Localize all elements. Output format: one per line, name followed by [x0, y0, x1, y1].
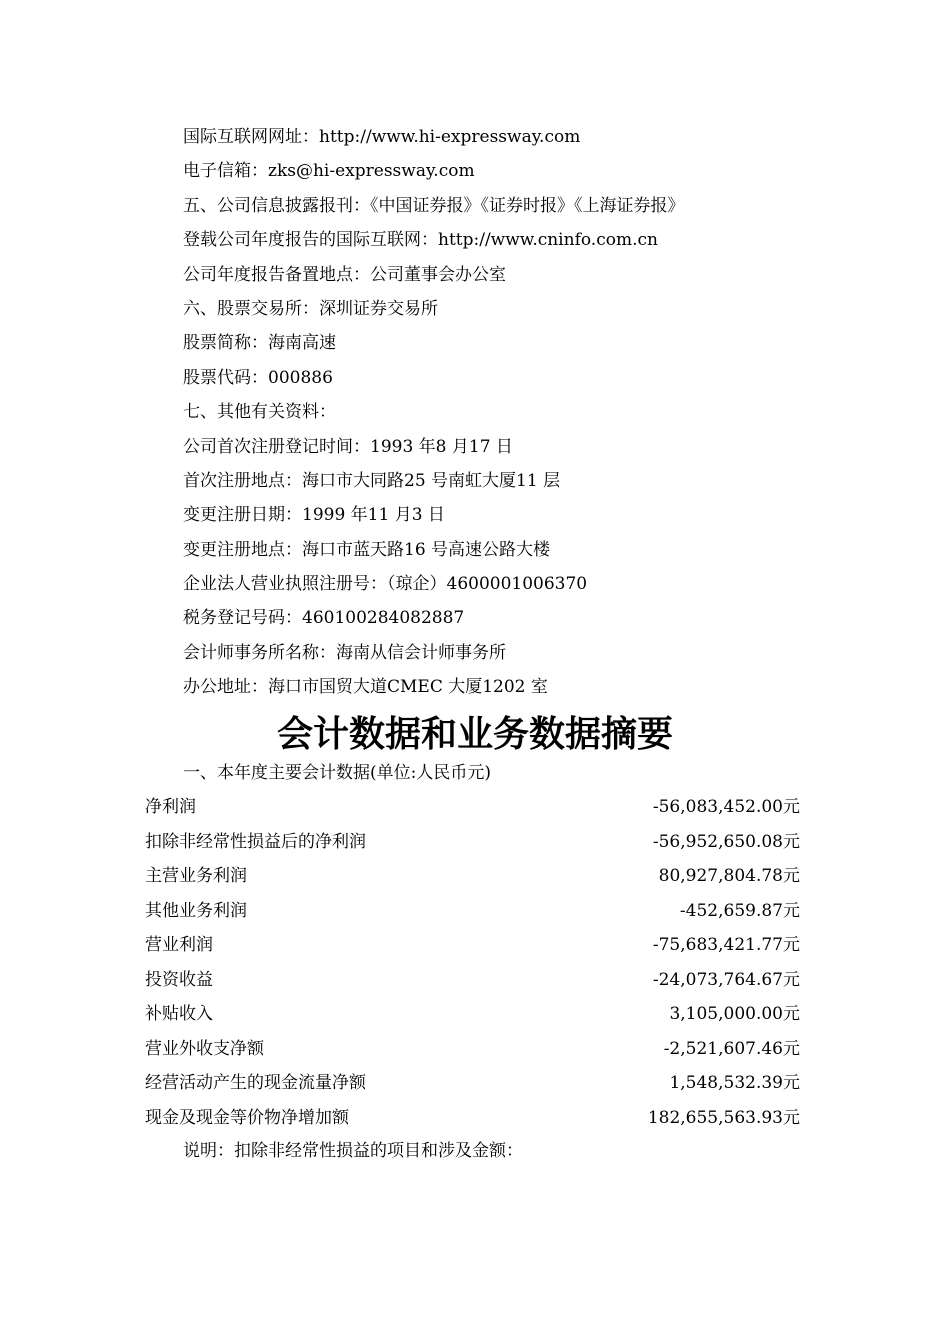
- row-label: 现金及现金等价物净增加额: [145, 1107, 349, 1128]
- row-label: 投资收益: [145, 969, 213, 990]
- row-value: 3,105,000.00元: [669, 1004, 800, 1024]
- row-value: 182,655,563.93元: [647, 1107, 800, 1128]
- info-stock-short-name: 股票简称：海南高速: [183, 333, 336, 354]
- info-stock-code: 股票代码：000886: [183, 367, 333, 388]
- info-report-website: 登载公司年度报告的国际互联网：http://www.cninfo.com.cn: [183, 230, 658, 251]
- row-value: -56,083,452.00元: [652, 797, 800, 817]
- table-row: [145, 997, 800, 1032]
- info-other-heading: 七、其他有关资料：: [183, 402, 336, 423]
- info-change-registration-date: 变更注册日期：1999 年11 月3 日: [183, 505, 445, 526]
- row-value: -56,952,650.08元: [652, 831, 800, 852]
- info-website: 国际互联网网址：http://www.hi-expressway.com: [183, 127, 581, 147]
- table-row: [145, 825, 800, 860]
- info-accounting-firm: 会计师事务所名称：海南从信会计师事务所: [183, 642, 506, 663]
- info-tax-number: 税务登记号码：460100284082887: [183, 608, 465, 629]
- table-row: [145, 1032, 800, 1067]
- section-title: 会计数据和业务数据摘要: [276, 714, 673, 755]
- table-row: [145, 963, 800, 998]
- row-label: 经营活动产生的现金流量净额: [145, 1073, 366, 1093]
- info-first-registration-address: 首次注册地点：海口市大同路25 号南虹大厦11 层: [183, 470, 561, 491]
- info-change-registration-address: 变更注册地点：海口市蓝天路16 号高速公路大楼: [183, 539, 551, 560]
- non-recurring-note: 说明：扣除非经常性损益的项目和涉及金额：: [183, 1141, 523, 1161]
- table-row: [145, 928, 800, 963]
- table-row: [145, 1101, 800, 1136]
- info-email: 电子信箱：zks@hi-expressway.com: [183, 161, 475, 182]
- row-label: 营业利润: [145, 935, 213, 955]
- info-business-license: 企业法人营业执照注册号：（琼企）4600001006370: [183, 574, 588, 595]
- table-row: [145, 894, 800, 929]
- row-value: -24,073,764.67元: [652, 969, 800, 990]
- row-value: 80,927,804.78元: [658, 866, 800, 886]
- row-value: -452,659.87元: [679, 900, 800, 921]
- info-report-location: 公司年度报告备置地点：公司董事会办公室: [183, 264, 506, 285]
- accounting-data-subheading: 一、本年度主要会计数据(单位:人民币元): [183, 763, 491, 783]
- company-info-list: [183, 120, 685, 705]
- table-row: [145, 790, 800, 825]
- row-value: -2,521,607.46元: [663, 1038, 800, 1059]
- info-first-registration-date: 公司首次注册登记时间：1993 年8 月17 日: [183, 436, 513, 457]
- table-row: [145, 859, 800, 894]
- info-stock-exchange: 六、股票交易所：深圳证券交易所: [183, 298, 438, 319]
- row-label: 其他业务利润: [145, 900, 247, 921]
- row-label: 营业外收支净额: [145, 1038, 264, 1059]
- accounting-data-table: [145, 790, 800, 1135]
- row-label: 补贴收入: [145, 1004, 213, 1024]
- table-row: [145, 1066, 800, 1101]
- info-office-address: 办公地址：海口市国贸大道CMEC 大厦1202 室: [183, 677, 548, 698]
- row-label: 扣除非经常性损益后的净利润: [145, 831, 366, 852]
- row-value: 1,548,532.39元: [669, 1073, 800, 1093]
- row-value: -75,683,421.77元: [652, 935, 800, 955]
- row-label: 净利润: [145, 797, 196, 817]
- info-disclosure-newspapers: 五、公司信息披露报刊：《中国证券报》《证券时报》《上海证券报》: [183, 195, 685, 216]
- row-label: 主营业务利润: [145, 866, 247, 886]
